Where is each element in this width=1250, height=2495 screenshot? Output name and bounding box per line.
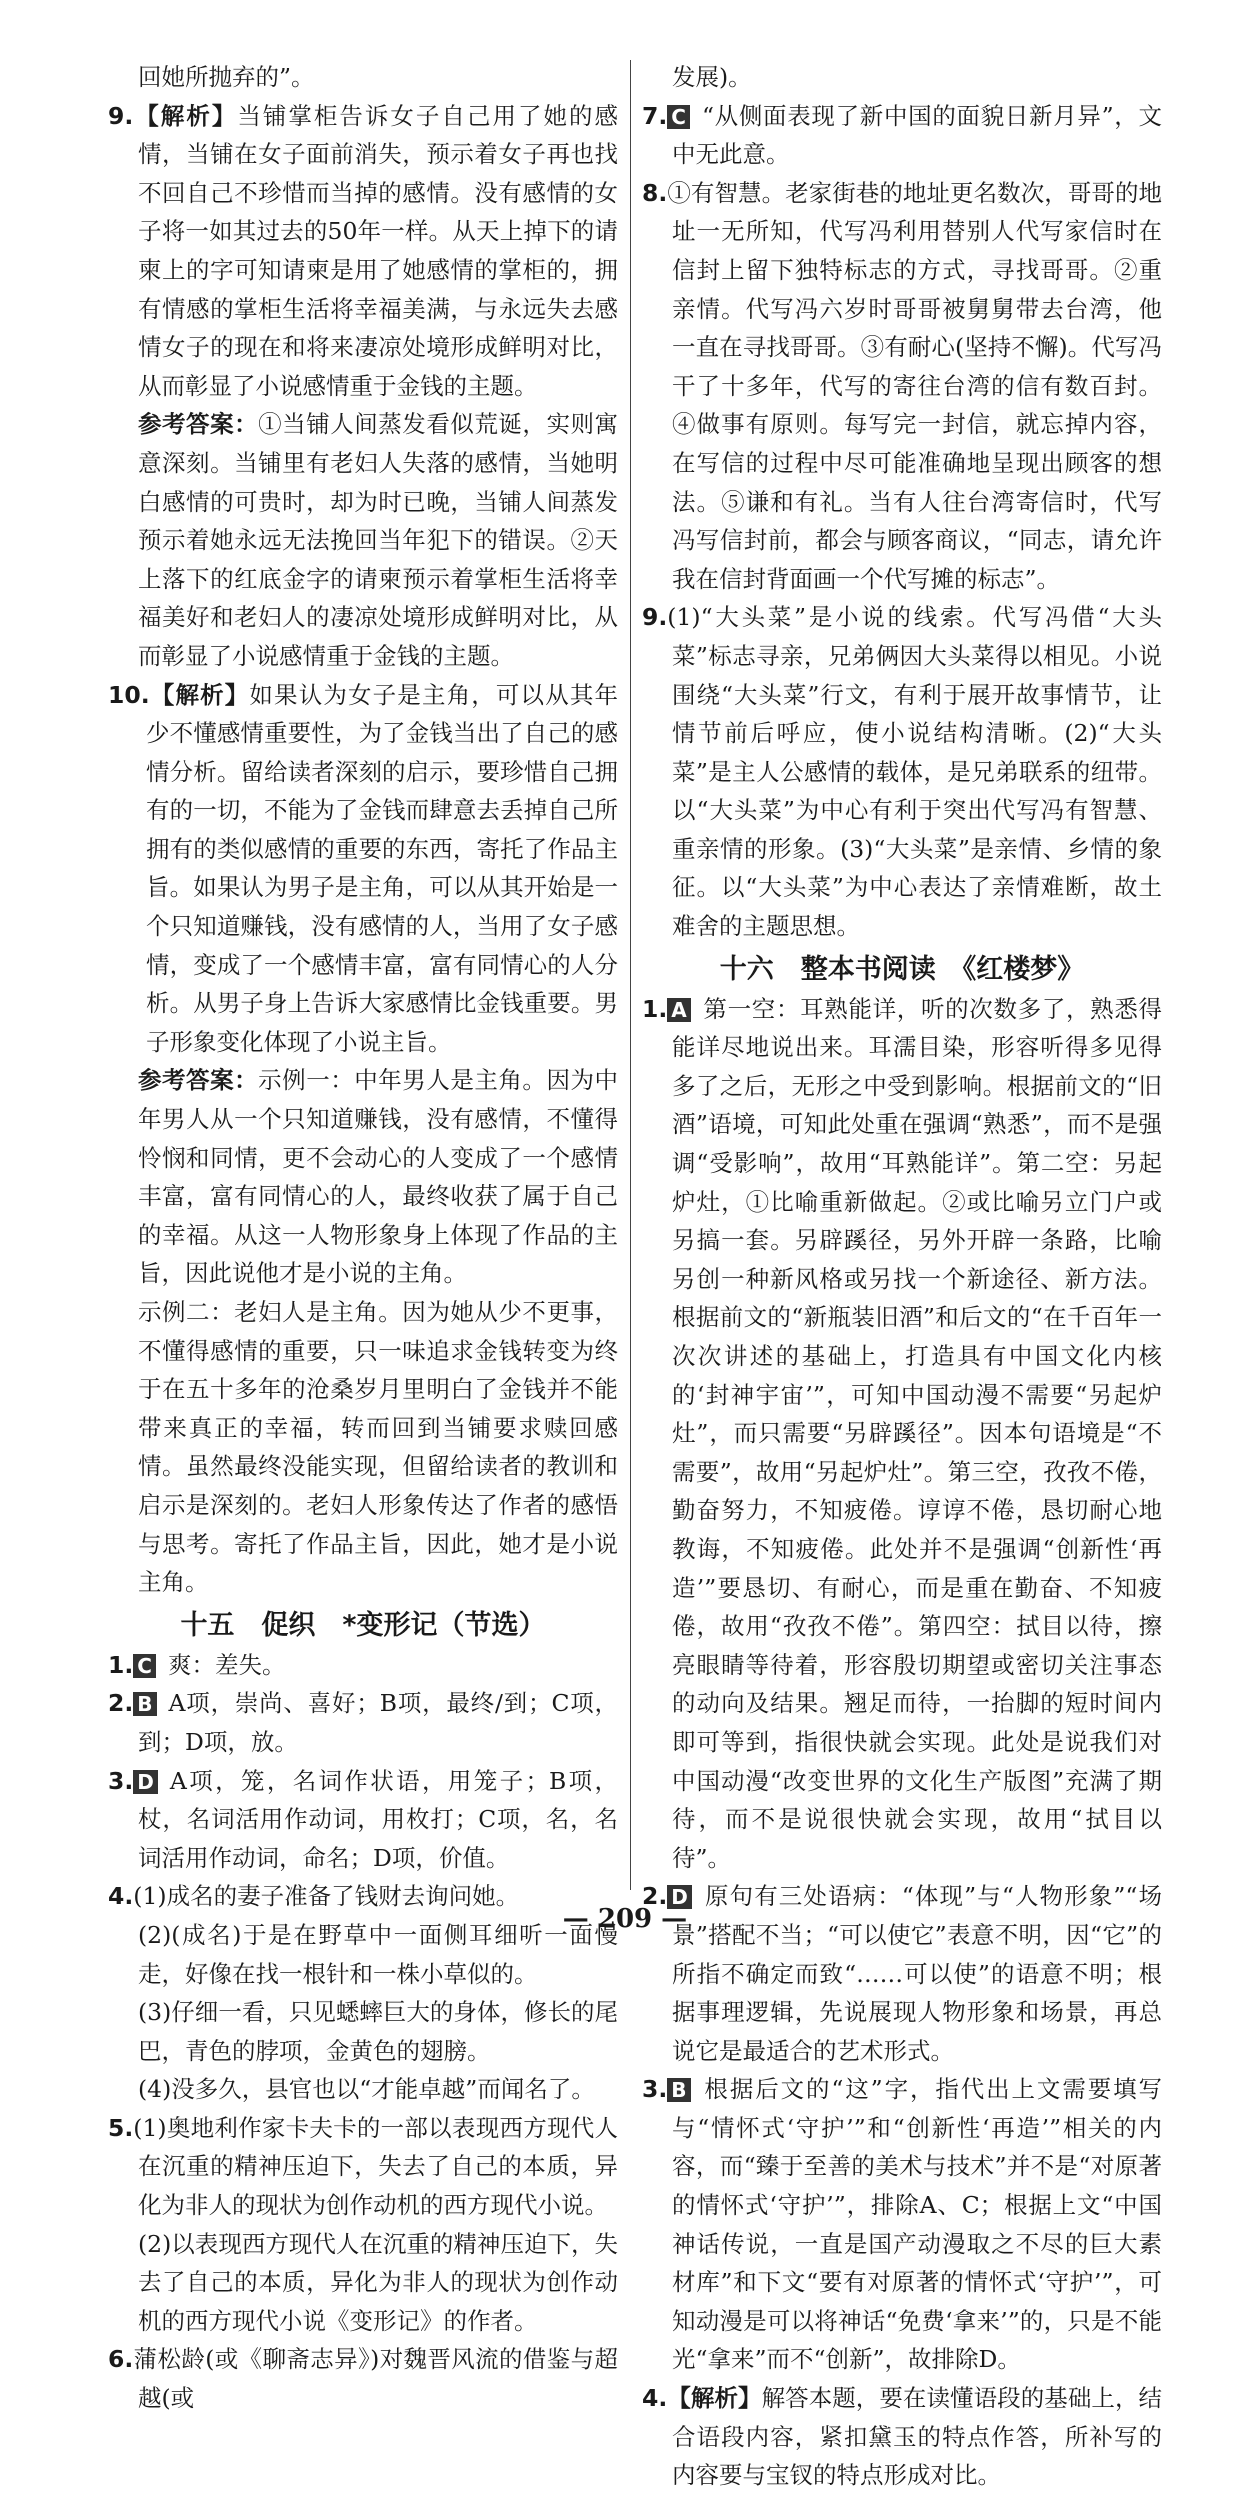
item-number: 8. [642,178,668,207]
answer-text: 蒲松龄(或《聊斋志异》)对魏晋风流的借鉴与超越(或 [133,2345,618,2413]
item-number: 9. [108,101,134,130]
item-number: 5. [108,2113,134,2142]
reference-answer-label: 参考答案： [138,410,259,439]
answer-text: (1)“大头菜”是小说的线索。代写冯借“大头菜”标志寻亲，兄弟俩因大头菜得以相见。小说围绕“大头菜”行文，有利于展开故事情节，让情节前后呼应，使小说结构清晰。(2)“大头菜”是主人公感情的载体，是兄弟联系的纽带。以“大头菜”为中心有利于突出代写冯有智慧、重亲情的形象。(3)“大头菜”是亲情、乡情的象征。以“大头菜”为中心表达了亲情难断，故土难舍的主题思想。 [667,603,1162,941]
item-number: 2. [108,1689,134,1718]
item-number: 4. [108,1882,134,1911]
reference-answer-text: ①当铺人间蒸发看似荒诞，实则寓意深刻。当铺里有老妇人失落的感情，当她明白感情的可贵时，却为时已晚，当铺人间蒸发预示着她永远无法挽回当年犯下的错误。②天上落下的红底金字的请柬预示着掌柜生活将幸福美好和老妇人的凄凉处境形成鲜明对比，从而彰显了小说感情重于金钱的主题。 [138,410,619,670]
answer-text: ①有智慧。老家街巷的地址更名数次，哥哥的地址一无所知，代写冯利用替别人代写家信时在信封上留下独特标志的方式，寻找哥哥。②重亲情。代写冯六岁时哥哥被舅舅带去台湾，他一直在寻找哥哥。③有耐心(坚持不懈)。代写冯干了十多年，代写的寄往台湾的信有数百封。④做事有原则。每写完一封信，就忘掉内容，在写信的过程中尽可能准确地呈现出顾客的想法。⑤谦和有礼。当有人往台湾寄信时，代写冯写信封前，都会与顾客商议，“同志，请允许我在信封背面画一个代写摊的标志”。 [667,178,1162,593]
right-paragraph: 发展)。 [672,63,752,91]
analysis-text: 解答本题，要在读懂语段的基础上，结合语段内容，紧扣黛玉的特点作答，所补写的内容要与宝钗的特点形成对比。 [672,2384,1163,2490]
answer-item-1 [108,1646,618,1685]
item-number: 4. [642,2384,668,2413]
answer-choice-box: B [667,2078,690,2102]
item-number: 1. [108,1650,134,1679]
answer-subitem: (4)没多久，县官也以“才能卓越”而闻名了。 [138,2075,595,2104]
answer-text: 根据后文的“这”字，指代出上文需要填写与“情怀式‘守护’”和“创新性‘再造’”相关的内容，而“臻于至善的美术与技术”并不是“对原著的情怀式‘守护’”，排除A、C；根据上文“中国神话传说，一直是国产动漫取之不尽的巨大素材库”和下文“要有对原著的情怀式‘守护’”，可知动漫是可以将神话“免费‘拿来’”的，只是不能光“拿来”而不“创新”，故排除D。 [672,2075,1162,2374]
section-heading-16: 十六 整本书阅读 《红楼梦》 [719,953,1085,985]
right-column [642,58,1162,2495]
left-column [108,58,618,2418]
answer-choice-box: A [667,998,690,1022]
analysis-text: 当铺掌柜告诉女子自己用了她的感情，当铺在女子面前消失，预示着女子再也找不回自己不珍惜而当掉的感情。没有感情的女子将一如其过去的50年一样。从天上掉下的请柬上的字可知请柬是用了她感情的掌柜的，拥有情感的掌柜生活将幸福美满，与永远失去感情女子的现在和将来凄凉处境形成鲜明对比，从而彰显了小说感情重于金钱的主题。 [138,101,619,400]
analysis-label: 【解析】 [133,101,238,130]
item-number: 3. [642,2075,668,2104]
answer-item-10 [108,676,618,1062]
reference-answer [108,1061,618,1293]
left-paragraph: 回她所抛弃的”。 [138,63,315,91]
item-number: 9. [642,603,668,632]
answer-item-5 [108,2109,618,2225]
answer-text: A项，崇尚、喜好；B项，最终/到；C项，到；D项，放。 [138,1689,618,1756]
answer-text: (1)成名的妻子准备了钱财去询问她。 [133,1882,520,1911]
answer-subitem: (3)仔细一看，只见蟋蟀巨大的身体，修长的尾巴，青色的脖项，金黄色的翅膀。 [138,1998,618,2065]
answer-choice-box: C [133,1654,156,1678]
answer-text: 原句有三处语病：“体现”与“人物形象”“场景”搭配不当；“可以使它”表意不明，因“它”的所指不确定而致“……可以使”的语意不明；根据事理逻辑，先说展现人物形象和场景，再总说它是最适合的艺术形式。 [672,1882,1162,2065]
item-number: 2. [642,1882,668,1911]
reference-answer-label: 参考答案： [138,1066,259,1095]
answer-item-7 [642,97,1162,174]
answer-item-9 [108,97,618,406]
item-number: 1. [642,994,668,1023]
answer-choice-box: D [133,1770,158,1794]
answer-text: (1)奥地利作家卡夫卡的一部以表现西方现代人在沉重的精神压迫下，失去了自己的本质，异化为非人的现状为创作动机的西方现代小说。 [133,2113,618,2220]
answer-text: 爽：差失。 [167,1650,286,1679]
answer-item-4 [642,2379,1162,2495]
answer-subitem: (2)以表现西方现代人在沉重的精神压迫下，失去了自己的本质，异化为非人的现状为创作动机的西方现代小说《变形记》的作者。 [138,2229,618,2335]
analysis-text: 如果认为女子是主角，可以从其年少不懂感情重要性，为了金钱当出了自己的感情分析。留给读者深刻的启示，要珍惜自己拥有的一切，不能为了金钱而肆意去丢掉自己所拥有的类似感情的重要的东西，寄托了作品主旨。如果认为男子是主角，可以从其开始是一个只知道赚钱，没有感情的人，当用了女子感情，变成了一个感情丰富，富有同情心的人分析。从男子身上告诉大家感情比金钱重要。男子形象变化体现了小说主旨。 [146,680,619,1056]
answer-subitem: (2)(成名)于是在野草中一面侧耳细听一面慢走，好像在找一根针和一株小草似的。 [138,1920,618,1988]
column-divider [630,60,631,1890]
answer-item-3 [108,1762,618,1878]
answer-choice-box: C [667,105,690,129]
item-number: 10. [108,680,150,709]
answer-choice-box: B [133,1692,156,1716]
answer-item-3 [642,2070,1162,2379]
section-heading-15: 十五 促织 *变形记（节选） [180,1609,546,1641]
answer-text: “从侧面表现了新中国的面貌日新月异”，文中无此意。 [672,101,1162,169]
reference-answer-example-2: 示例二：老妇人是主角。因为她从少不更事，不懂得感情的重要，只一味追求金钱转变为终于在五十多年的沧桑岁月里明白了金钱并不能带来真正的幸福，转而回到当铺要求赎回感情。虽然最终没能实现，但留给读者的教训和启示是深刻的。老妇人形象传达了作者的感悟与思考。寄托了作品主旨，因此，她才是小说主角。 [138,1298,618,1597]
answer-text: 第一空：耳熟能详，听的次数多了，熟悉得能详尽地说出来。耳濡目染，形容听得多见得多了之后，无形之中受到影响。根据前文的“旧酒”语境，可知此处重在强调“熟悉”，而不是强调“受影响”，故用“耳熟能详”。第二空：另起炉灶，①比喻重新做起。②或比喻另立门户或另搞一套。另辟蹊径，另外开辟一条路，比喻另创一种新风格或另找一个新途径、新方法。根据前文的“新瓶装旧酒”和后文的“在千百年一次次讲述的基础上，打造具有中国文化内核的‘封神宇宙’”，可知中国动漫不需要“另起炉灶”，而只需要“另辟蹊径”。因本句语境是“不需要”，故用“另起炉灶”。第三空，孜孜不倦，勤奋努力，不知疲倦。谆谆不倦，恳切耐心地教诲，不知疲倦。此处并不是强调“创新性‘再造’”要恳切、有耐心，而是重在勤奋、不知疲倦，故用“孜孜不倦”。第四空：拭目以待，擦亮眼睛等待着，形容殷切期望或密切关注事态的动向及结果。翘足而待，一抬脚的短时间内即可等到，指很快就会实现。此处是说我们对中国动漫“改变世界的文化生产版图”充满了期待，而不是说很快就会实现，故用“拭目以待”。 [672,994,1162,1872]
reference-answer [108,405,618,675]
answer-item-8 [642,174,1162,599]
item-number: 7. [642,101,668,130]
answer-item-6 [108,2340,618,2417]
page-number: — 209 — [562,1904,688,1934]
answer-item-1 [642,990,1162,1878]
answer-choice-box: D [667,1885,692,1909]
analysis-label: 【解析】 [149,680,250,709]
item-number: 6. [108,2345,134,2374]
answer-item-2 [108,1684,618,1761]
analysis-label: 【解析】 [667,2384,762,2413]
answer-item-9 [642,598,1162,945]
reference-answer-text: 示例一：中年男人是主角。因为中年男人从一个只知道赚钱，没有感情，不懂得怜悯和同情，更不会动心的人变成了一个感情丰富，富有同情心的人，最终收获了属于自己的幸福。从这一人物形象身上体现了作品的主旨，因此说他才是小说的主角。 [138,1066,619,1288]
item-number: 3. [108,1766,134,1795]
answer-text: A项，笼，名词作状语，用笼子；B项，杖，名词活用作动词，用枚打；C项，名，名词活用作动词，命名；D项，价值。 [138,1766,618,1872]
